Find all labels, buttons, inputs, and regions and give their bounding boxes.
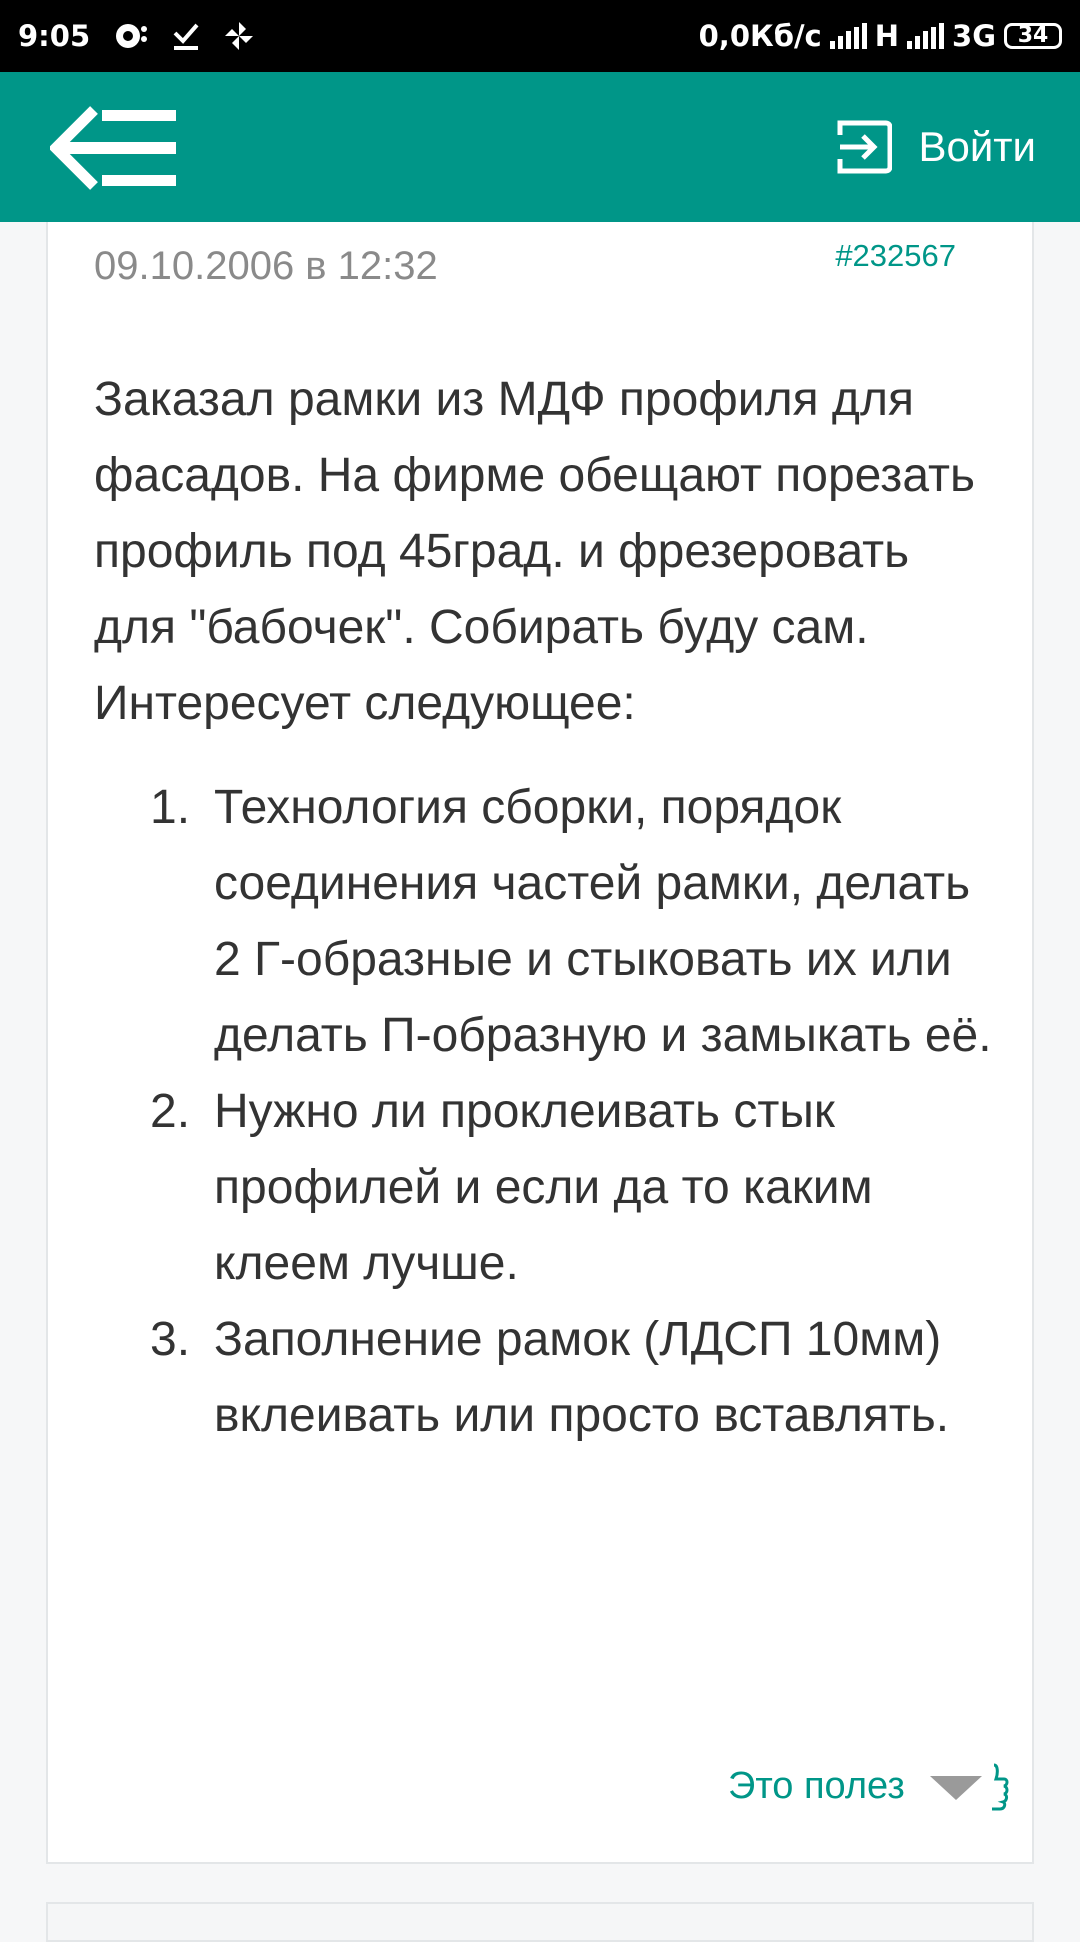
list-item-number: 3. xyxy=(150,1313,191,1366)
list-item xyxy=(94,1302,994,1454)
post-date: 09.10.2006 в 12:32 xyxy=(94,244,438,288)
list-item-text: Заполнение рамок (ЛДСП 10мм) вклеивать или просто вставлять. xyxy=(214,1313,950,1442)
list-item-number: 1. xyxy=(150,781,191,834)
login-label: Войти xyxy=(918,123,1036,170)
app-bar xyxy=(0,72,1080,222)
post-card xyxy=(46,222,1034,1864)
network-type-3g: 3G xyxy=(952,19,996,53)
post-id-link[interactable]: #232567 xyxy=(835,238,956,273)
pinwheel-icon xyxy=(224,21,254,51)
list-item xyxy=(94,1074,994,1302)
login-button[interactable] xyxy=(836,112,1036,182)
network-speed: 0,0Кб/с xyxy=(698,19,822,53)
sign-in-icon xyxy=(836,119,892,175)
back-arrow-menu-icon xyxy=(50,106,180,190)
useful-button[interactable] xyxy=(728,1756,1012,1816)
back-menu-button[interactable] xyxy=(50,106,180,190)
thumbs-up-icon xyxy=(984,1761,1012,1811)
status-right xyxy=(699,0,1062,72)
status-bar xyxy=(0,0,1080,72)
signal-icon xyxy=(830,23,867,49)
next-post-card xyxy=(46,1902,1034,1942)
list-item-number: 2. xyxy=(150,1085,191,1138)
status-left xyxy=(18,0,254,72)
chevron-down-icon[interactable] xyxy=(928,1766,984,1806)
post-paragraph: Заказал рамки из МДФ профиля для фасадов. На фирме обещают порезать профиль под 45град. и фрезеровать для "бабочек". Собирать буду сам. Интересует следующее: xyxy=(94,373,975,730)
messenger-notification-icon xyxy=(114,21,148,51)
status-time: 9:05 xyxy=(18,19,91,53)
download-done-icon xyxy=(172,21,200,51)
useful-label: Это полез xyxy=(728,1764,905,1807)
post-list xyxy=(94,770,994,1454)
post-body xyxy=(94,362,994,1454)
list-item-text: Нужно ли проклеивать стык профилей и если да то каким клеем лучше. xyxy=(214,1085,873,1290)
signal-icon-2 xyxy=(907,23,944,49)
battery-icon xyxy=(1004,23,1062,49)
list-item xyxy=(94,770,994,1074)
battery-level: 34 xyxy=(1017,23,1049,48)
network-type-h: H xyxy=(874,19,900,53)
list-item-text: Технология сборки, порядок соединения частей рамки, делать 2 Г-образные и стыковать их или делать П-образную и замыкать её. xyxy=(214,781,992,1062)
